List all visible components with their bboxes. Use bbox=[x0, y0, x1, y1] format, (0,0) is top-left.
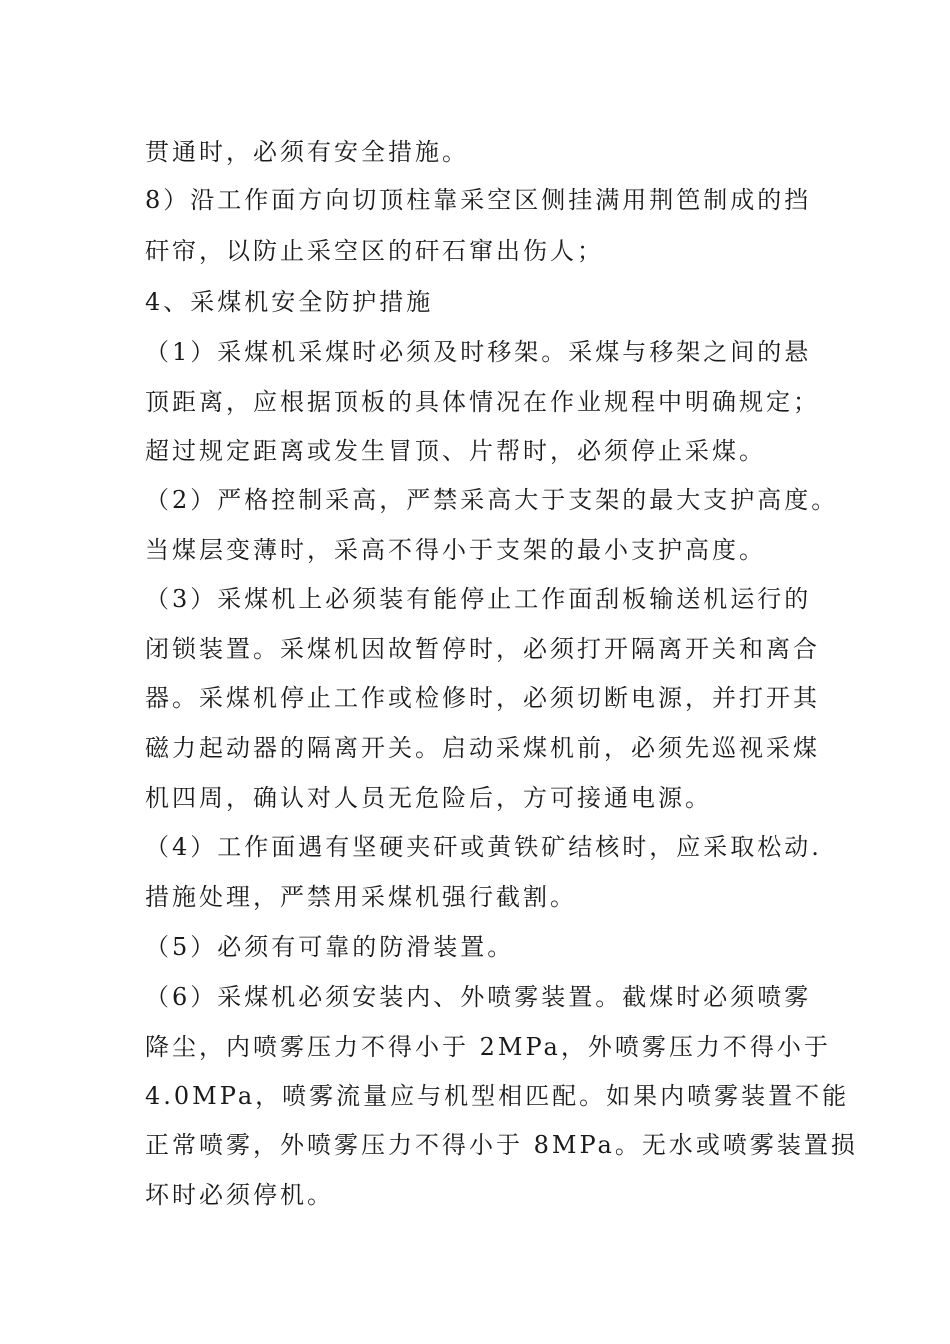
text-line-3: 矸帘，以防止采空区的矸石窜出伤人； bbox=[145, 237, 604, 265]
text-line-10: （3）采煤机上必须装有能停止工作面刮板输送机运行的 bbox=[145, 585, 812, 613]
text-line-18: （6）采煤机必须安装内、外喷雾装置。截煤时必须喷雾 bbox=[145, 983, 812, 1011]
text-line-21: 正常喷雾，外喷雾压力不得小于 8MPa。无水或喷雾装置损 bbox=[145, 1131, 858, 1159]
text-line-19: 降尘，内喷雾压力不得小于 2MPa，外喷雾压力不得小于 bbox=[145, 1033, 831, 1061]
text-line-12: 器。采煤机停止工作或检修时，必须切断电源，并打开其 bbox=[145, 684, 820, 712]
text-line-8: （2）严格控制采高，严禁采高大于支架的最大支护高度。 bbox=[145, 486, 839, 514]
text-line-1: 贯通时，必须有安全措施。 bbox=[145, 138, 469, 166]
text-line-2: 8）沿工作面方向切顶柱靠采空区侧挂满用荆笆制成的挡 bbox=[145, 186, 812, 214]
text-line-15: （4）工作面遇有坚硬夹矸或黄铁矿结核时，应采取松动. bbox=[145, 833, 822, 861]
text-line-13: 磁力起动器的隔离开关。启动采煤机前，必须先巡视采煤 bbox=[145, 734, 820, 762]
text-line-6: 顶距离，应根据顶板的具体情况在作业规程中明确规定； bbox=[145, 388, 820, 416]
text-line-5: （1）采煤机采煤时必须及时移架。采煤与移架之间的悬 bbox=[145, 338, 812, 366]
section-heading: 4、采煤机安全防护措施 bbox=[145, 288, 434, 316]
text-line-7: 超过规定距离或发生冒顶、片帮时，必须停止采煤。 bbox=[145, 437, 766, 465]
text-line-9: 当煤层变薄时，采高不得小于支架的最小支护高度。 bbox=[145, 536, 766, 564]
text-line-14: 机四周，确认对人员无危险后，方可接通电源。 bbox=[145, 784, 712, 812]
text-line-20: 4.0MPa，喷雾流量应与机型相匹配。如果内喷雾装置不能 bbox=[145, 1082, 850, 1110]
text-line-22: 坏时必须停机。 bbox=[145, 1181, 334, 1209]
text-line-16: 措施处理，严禁用采煤机强行截割。 bbox=[145, 883, 577, 911]
text-line-11: 闭锁装置。采煤机因故暂停时，必须打开隔离开关和离合 bbox=[145, 635, 820, 663]
text-line-17: （5）必须有可靠的防滑装置。 bbox=[145, 933, 515, 961]
